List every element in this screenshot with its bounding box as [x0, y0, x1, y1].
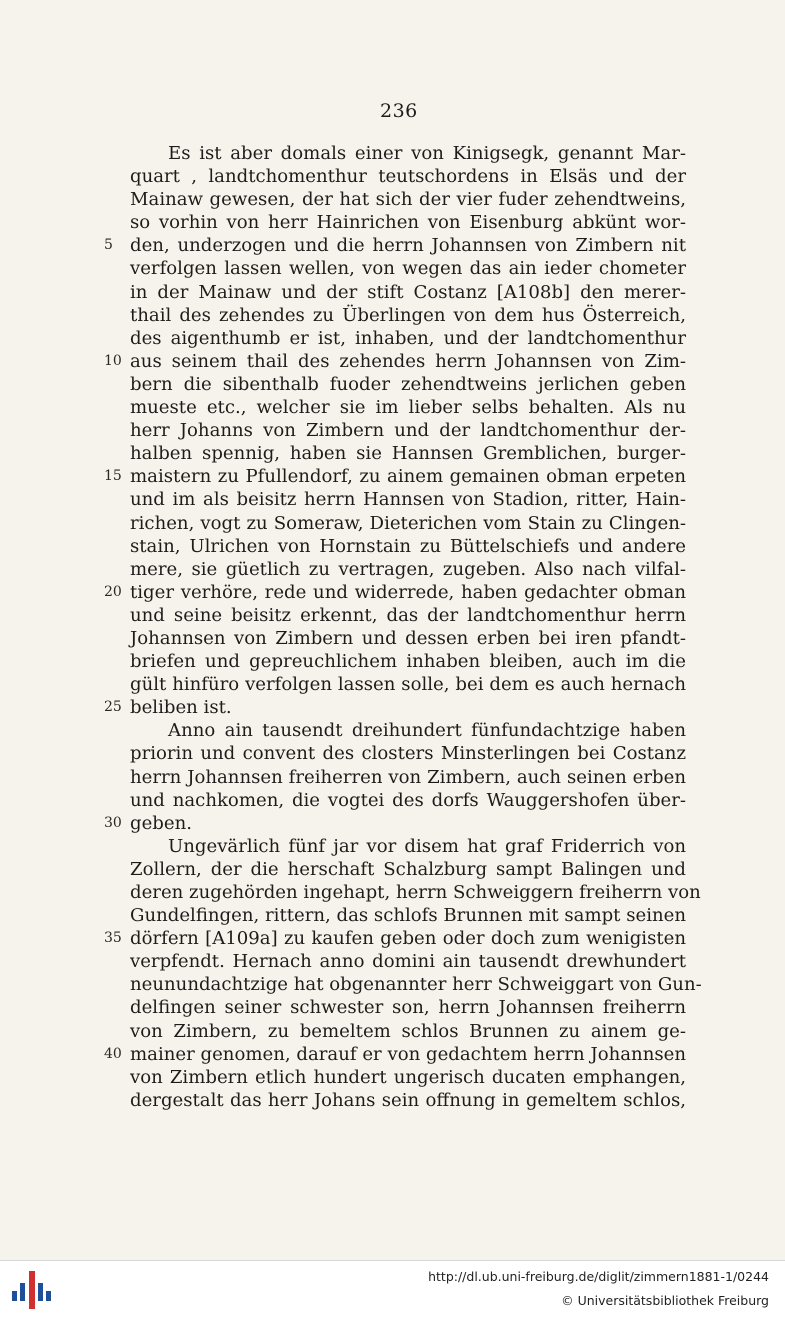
text-line [130, 396, 686, 419]
line-text: mueste etc., welcher sie im lieber selbs behalten. Als nu [130, 397, 686, 419]
line-text: Anno ain tausendt dreihundert fünfundachtzige haben [168, 720, 686, 742]
page-number: 236 [380, 100, 418, 122]
line-text: Zollern, der die herschaft Schalzburg sampt Balingen und [130, 858, 686, 880]
permalink-url[interactable]: http://dl.ub.uni-freiburg.de/diglit/zimmern1881-1/0244 [428, 1269, 769, 1284]
line-number: 25 [104, 699, 122, 716]
text-line [130, 512, 686, 535]
text-line [130, 742, 686, 765]
text-line [104, 696, 686, 719]
line-text: halben spennig, haben sie Hannsen Gremblichen, burger- [130, 443, 686, 465]
text-line [130, 766, 686, 789]
text-line [130, 650, 686, 673]
line-text: von Zimbern, zu bemeltem schlos Brunnen zu ainem ge- [130, 1020, 686, 1042]
line-text: delfingen seiner schwester son, herrn Johannsen freiherrn [130, 997, 686, 1019]
line-text: dergestalt das herr Johans sein offnung in gemeltem schlos, [130, 1089, 686, 1111]
text-line [130, 1089, 686, 1112]
line-text: den, underzogen und die herrn Johannsen von Zimbern nit [130, 235, 686, 257]
line-text: gült hinfüro verfolgen lassen solle, bei dem es auch hernach [130, 674, 686, 696]
line-number: 10 [104, 352, 122, 369]
text-line [130, 304, 686, 327]
line-text: beliben ist. [130, 697, 232, 719]
body-text [104, 142, 702, 1112]
line-text: Gundelfingen, rittern, das schlofs Brunnen mit sampt seinen [130, 905, 687, 927]
line-text: neunundachtzige hat obgenannter herr Schweiggart von Gun- [130, 974, 702, 996]
text-line [104, 927, 686, 950]
line-text: briefen und gepreuchlichem inhaben bleiben, auch im die [130, 651, 686, 673]
line-text: Es ist aber domals einer von Kinigsegk, genannt Mar- [168, 143, 686, 164]
text-line [130, 373, 686, 396]
text-line [130, 673, 686, 696]
line-text: bern die sibenthalb fuoder zehendtweins jerlichen geben [130, 373, 686, 395]
line-text: Ungevärlich fünf jar vor disem hat graf Friderrich von [168, 835, 686, 857]
line-text: mainer genomen, darauf er von gedachtem herrn Johannsen [130, 1043, 686, 1065]
line-text: richen, vogt zu Someraw, Dieterichen vom Stain zu Clingen- [130, 512, 686, 534]
copyright-notice: © Universitätsbibliothek Freiburg [561, 1293, 769, 1308]
line-text: geben. [130, 812, 192, 834]
line-text: herr Johanns von Zimbern und der landtchomenthur der- [130, 420, 686, 442]
text-line [130, 558, 686, 581]
line-text: und seine beisitz erkennt, das der landtchomenthur herrn [130, 604, 686, 626]
text-line [130, 419, 686, 442]
line-number: 35 [104, 930, 122, 947]
line-text: thail des zehendes zu Überlingen von dem hus Österreich, [130, 304, 686, 326]
text-line [130, 442, 686, 465]
text-line [130, 950, 686, 973]
line-text: aus seinem thail des zehendes herrn Johannsen von Zim- [130, 350, 686, 372]
line-text: und nachkomen, die vogtei des dorfs Wauggershofen über- [130, 789, 686, 811]
text-line [130, 211, 686, 234]
text-line [104, 234, 686, 257]
line-text: verpfendt. Hernach anno domini ain tausendt drewhundert [130, 951, 686, 973]
text-line [130, 257, 686, 280]
line-text: deren zugehörden ingehapt, herrn Schweiggern freiherrn von [130, 882, 701, 903]
text-line [130, 858, 686, 881]
line-text: verfolgen lassen wellen, von wegen das ain ieder chometer [130, 258, 686, 280]
text-line [130, 327, 686, 350]
line-text: des aigenthumb er ist, inhaben, und der landtchomenthur [130, 327, 686, 349]
text-line [130, 188, 686, 211]
text-line [104, 1043, 686, 1066]
text-line [130, 627, 686, 650]
line-number: 20 [104, 583, 122, 600]
line-text: so vorhin von herr Hainrichen von Eisenburg abkünt wor- [130, 212, 686, 234]
text-line [130, 789, 686, 812]
line-text: priorin und convent des closters Minsterlingen bei Costanz [130, 743, 686, 765]
line-text: von Zimbern etlich hundert ungerisch ducaten emphangen, [130, 1066, 686, 1088]
line-text: in der Mainaw und der stift Costanz [A108b] den merer- [130, 281, 686, 303]
line-text: mere, sie güetlich zu vertragen, zugeben. Also nach vilfal- [130, 558, 686, 580]
text-line [130, 281, 686, 304]
text-line [130, 881, 701, 904]
text-line [104, 350, 686, 373]
line-text: tiger verhöre, rede und widerrede, haben gedachter obman [130, 581, 686, 603]
line-text: Mainaw gewesen, der hat sich der vier fuder zehendtweins, [130, 189, 686, 211]
line-text: Johannsen von Zimbern und dessen erben bei iren pfandt- [130, 627, 686, 649]
text-line [104, 465, 686, 488]
text-line [130, 1020, 686, 1043]
text-line [130, 973, 702, 996]
text-line [130, 1066, 686, 1089]
line-text: herrn Johannsen freiherren von Zimbern, auch seinen erben [130, 766, 686, 788]
text-line [130, 996, 686, 1019]
viewer-footer [0, 1260, 785, 1317]
line-text: stain, Ulrichen von Hornstain zu Büttelschiefs und andere [130, 535, 686, 557]
text-line [130, 488, 686, 511]
library-logo-icon[interactable] [12, 1269, 52, 1311]
line-number: 5 [104, 237, 113, 254]
text-line [104, 581, 686, 604]
text-line [130, 835, 686, 858]
text-line [130, 142, 686, 165]
text-line [104, 812, 686, 835]
line-text: maistern zu Pfullendorf, zu ainem gemainen obman erpeten [130, 466, 686, 488]
line-number: 15 [104, 468, 122, 485]
line-number: 40 [104, 1045, 122, 1062]
text-line [130, 719, 686, 742]
line-text: quart , landtchomenthur teutschordens in Elsäs und der [130, 166, 686, 188]
line-text: und im als beisitz herrn Hannsen von Stadion, ritter, Hain- [130, 489, 686, 511]
text-line [130, 165, 686, 188]
text-line [130, 904, 686, 927]
line-text: dörfern [A109a] zu kaufen geben oder doch zum wenigisten [130, 928, 686, 950]
line-number: 30 [104, 814, 122, 831]
text-line [130, 535, 686, 558]
text-line [130, 604, 686, 627]
